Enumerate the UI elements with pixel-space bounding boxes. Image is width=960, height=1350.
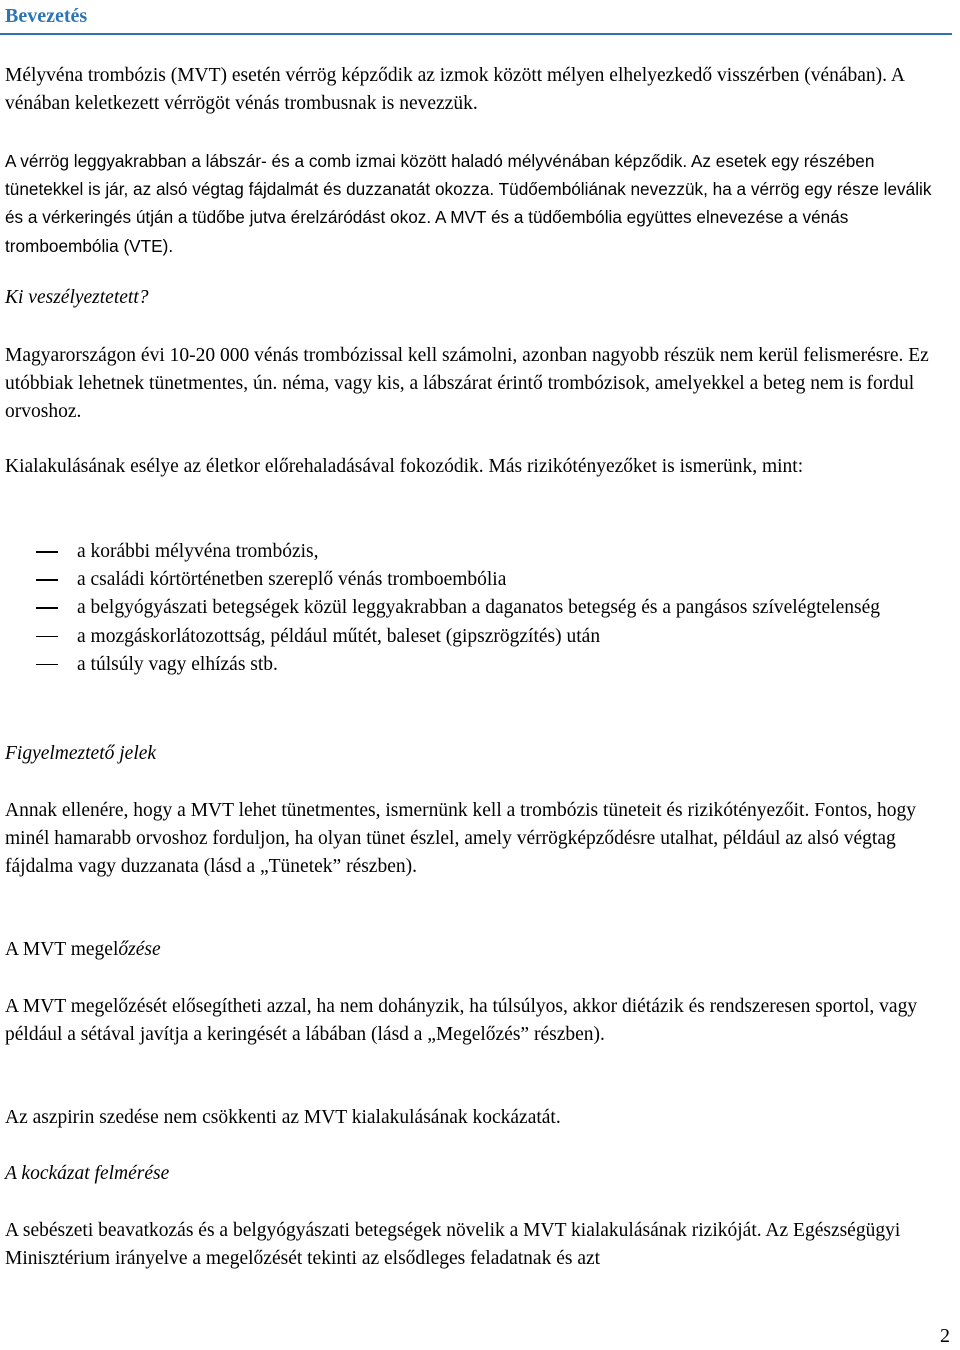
list-item (0, 566, 950, 594)
prevention-title-italic: őzése (118, 939, 161, 960)
list-item-text: a korábbi mélyvéna trombózis, (77, 541, 319, 562)
list-item-text: a családi kórtörténetben szereplő vénás tromboembólia (77, 569, 507, 591)
page-number: 2 (940, 1325, 950, 1347)
dash-bullet-icon (36, 664, 58, 666)
intro-paragraph-2a: A vérrög leggyakrabban a lábszár- és a comb izmai között haladó mélyvénában képződik. Az esetek egy részében tünetekkel is jár, az alsó végtag fájdalmát és duzzanatát okozza. (5, 151, 875, 200)
prevention-title (5, 936, 950, 964)
intro-paragraph-2 (5, 147, 945, 260)
list-item (0, 594, 950, 622)
list-item (0, 623, 950, 651)
heading-bar (0, 0, 952, 35)
list-item (0, 651, 950, 679)
dash-bullet-icon (36, 579, 58, 581)
prevention-title-plain: A MVT megel (5, 939, 119, 960)
intro-paragraph-1: Mélyvéna trombózis (MVT) esetén vérrög képződik az izmok között mélyen elhelyezkedő visszérben (vénában). A vénában keletkezett vérrögöt vénás trombusnak is nevezzük. (5, 65, 904, 114)
risk-factor-list (0, 538, 950, 679)
assessment-title: A kockázat felmérése (5, 1163, 170, 1184)
warning-title: Figyelmeztető jelek (5, 743, 157, 764)
list-item (0, 538, 950, 566)
warning-paragraph: Annak ellenére, hogy a MVT lehet tünetmentes, ismernünk kell a trombózis tüneteit és rizikótényezőit. Fontos, hogy minél hamarabb orvoshoz forduljon, ha olyan tünet észlel, amely vérrögképződésre utalhat, például az alsó végtag fájdalma vagy duzzanata (lásd a „Tünetek” részben). (5, 800, 917, 877)
risk-title: Ki veszélyeztetett? (5, 287, 149, 308)
risk-paragraph-2: Kialakulásának esélye az életkor előrehaladásával fokozódik. Más rizikótényezőket is ismerünk, mint: (5, 456, 804, 477)
assessment-paragraph: A sebészeti beavatkozás és a belgyógyászati betegségek növelik a MVT kialakulásának rizikóját. Az Egészségügyi Minisztérium irányelve a megelőzését tekinti az elsődleges feladatnak és azt (5, 1220, 901, 1269)
section-heading: Bevezetés (5, 5, 88, 27)
intro-paragraph-2b: Tüdőembóliának nevezzük, ha a vérrög egy része leválik és a vérkeringés útján a tüdőbe jutva érelzáródást okoz. A MVT és a tüdőembólia együttes elnevezése a vénás tromboembólia (VTE). (5, 179, 932, 256)
risk-paragraph-1: Magyarországon évi 10-20 000 vénás trombózissal kell számolni, azonban nagyobb részük nem kerül felismerésre. Ez utóbbiak lehetnek tünetmentes, ún. néma, vagy kis, a lábszárat érintő trombózisok, amelyekkel a beteg nem is fordul orvoshoz. (5, 345, 929, 422)
list-item-text: a belgyógyászati betegségek közül leggyakrabban a daganatos betegség és a pangásos szívelégtelenség (77, 597, 880, 619)
dash-bullet-icon (36, 607, 58, 609)
list-item-text: a mozgáskorlátozottság, például műtét, baleset (gipszrögzítés) után (77, 625, 601, 647)
prevention-paragraph-1: A MVT megelőzését elősegítheti azzal, ha nem dohányzik, ha túlsúlyos, akkor diétázik és rendszeresen sportol, vagy például a sétával javítja a keringését a lábában (lásd a „Megelőzés” részben). (5, 996, 918, 1045)
dash-bullet-icon (36, 551, 58, 553)
prevention-paragraph-2: Az aszpirin szedése nem csökkenti az MVT kialakulásának kockázatát. (5, 1107, 561, 1128)
list-item-text: a túlsúly vagy elhízás stb. (77, 653, 278, 675)
dash-bullet-icon (36, 636, 58, 638)
